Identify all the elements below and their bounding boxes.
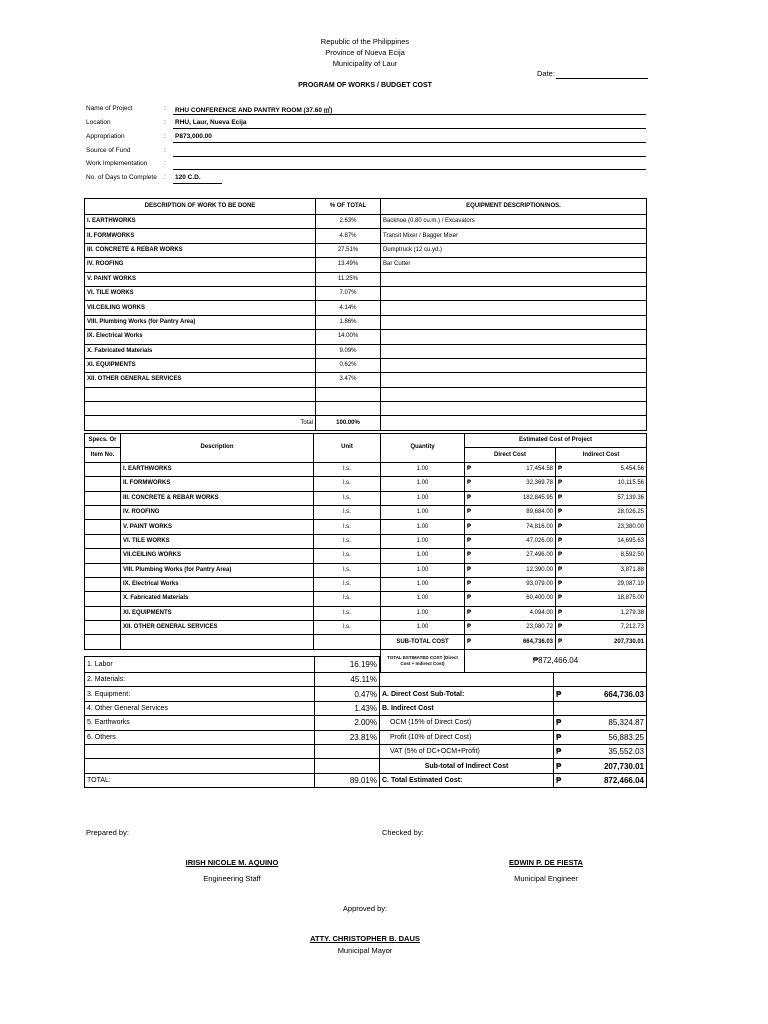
header-description: DESCRIPTION OF WORK TO BE DONE [85,199,316,215]
info-label: Name of Project [86,105,133,112]
row-unit: l.s. [314,621,381,635]
header-item-no-1: Specs. Or [85,434,121,448]
republic-line: Republic of the Philippines [320,37,410,46]
row-direct: 47,026.00 [526,537,553,544]
approved-by-label: Approved by: [342,904,388,913]
table-row [85,315,647,329]
row-equip: Transit Mixer / Bagger Mixer [381,229,647,243]
peso-icon: ₱ [556,775,562,785]
peso-icon: ₱ [556,689,562,699]
peso-icon: ₱ [558,552,563,559]
info-row-location: Location : RHU, Laur, Nueva Ecija [86,119,646,132]
row-desc: IX. Electrical Works [85,330,316,344]
table-row [85,592,647,606]
peso-icon: ₱ [558,480,563,487]
row-qty: 1.00 [381,520,465,534]
date-field-line[interactable] [556,78,648,79]
summary-left-label [85,744,315,758]
header-item-no-2: Item No. [85,448,121,462]
document-title: PROGRAM OF WORKS / BUDGET COST [298,82,432,89]
row-indirect: 3,871.88 [620,566,645,573]
peso-icon: ₱ [467,480,472,487]
row-direct: 93,079.00 [526,581,553,588]
peso-icon: ₱ [467,552,472,559]
info-label: Appropriation [86,133,125,140]
row-equip [381,301,647,315]
subtotal-indirect: 207,730.01 [613,638,645,645]
row-pct [316,387,381,401]
summary-right-value: 207,730.01 [603,761,644,771]
summary-left-value [315,744,380,758]
row-desc: XI. EQUIPMENTS [121,606,314,620]
row-unit: l.s. [314,606,381,620]
table-row [85,373,647,387]
row-indirect: 14,695.63 [617,537,645,544]
summary-row [85,716,647,730]
peso-icon: ₱ [558,609,563,616]
row-desc: III. CONCRETE & REBAR WORKS [85,243,316,257]
summary-right-label [380,673,554,687]
table-row [85,563,647,577]
peso-icon: ₱ [467,638,472,645]
table-row [85,301,647,315]
row-indirect: 7,212.73 [620,624,645,631]
date-label: Date: [537,69,555,78]
row-indirect: 10,115.56 [617,480,645,487]
row-pct: 4.14% [316,301,381,315]
row-qty: 1.00 [381,577,465,591]
row-qty: 1.00 [381,563,465,577]
summary-left-label: 6. Others [85,730,315,744]
info-value: P873,000.00 [175,133,212,140]
info-row-project: Name of Project : RHU CONFERENCE AND PANTRY ROOM (37.60 ㎡) [86,105,646,118]
table-row [85,344,647,358]
row-indirect: 57,139.36 [617,494,645,501]
row-equip [381,315,647,329]
row-unit: l.s. [314,592,381,606]
row-qty: 1.00 [381,592,465,606]
row-pct: 13.49% [316,258,381,272]
row-indirect: 18,875.00 [617,595,645,602]
header-unit: Unit [314,434,381,463]
header-percent: % OF TOTAL [316,199,381,215]
table-row [85,549,647,563]
province-line: Province of Nueva Ecija [325,48,405,57]
row-direct: 4,094.00 [529,609,553,616]
table-row [85,243,647,257]
table-row [85,505,647,519]
summary-left-value: 45.11% [315,673,380,687]
summary-row [85,759,647,773]
row-equip: Dumptruck (12 cu.yd.) [381,243,647,257]
row-qty: 1.00 [381,505,465,519]
row-desc: VI. TILE WORKS [121,534,314,548]
peso-icon: ₱ [467,537,472,544]
row-equip [381,286,647,300]
peso-icon: ₱ [467,581,472,588]
info-row-appropriation: Appropriation : P873,000.00 [86,133,646,146]
peso-icon: ₱ [558,494,563,501]
summary-right-label: A. Direct Cost Sub-Total: [380,687,554,701]
row-pct: 3.47% [316,373,381,387]
table-row [85,402,647,416]
row-direct: 60,400.00 [526,595,553,602]
peso-icon: ₱ [558,581,563,588]
row-unit: l.s. [314,577,381,591]
summary-left-value: 23.81% [315,730,380,744]
row-pct: 0.62% [316,358,381,372]
row-pct: 2.63% [316,215,381,229]
cost-summary-table [84,656,647,788]
summary-right-value [554,673,647,687]
row-equip [381,358,647,372]
peso-icon: ₱ [467,465,472,472]
table-row [85,534,647,548]
table-row [85,520,647,534]
peso-icon: ₱ [558,638,563,645]
table-row [85,358,647,372]
table-row [85,606,647,620]
summary-left-value: 1.43% [315,701,380,715]
row-unit: l.s. [314,491,381,505]
row-indirect: 28,026.25 [617,509,645,516]
peso-icon: ₱ [556,718,562,728]
summary-right-value: 664,736.03 [603,689,644,699]
row-desc: I. EARTHWORKS [121,462,314,476]
peso-icon: ₱ [558,465,563,472]
row-desc: VIII. Plumbing Works (for Pantry Area) [121,563,314,577]
table-row [85,272,647,286]
table-row [85,477,647,491]
info-label: Work Implementation [86,160,148,167]
peso-icon: ₱ [467,595,472,602]
row-pct: 27.51% [316,243,381,257]
info-value: 120 C.D. [175,174,201,181]
info-label: Source of Fund [86,147,131,154]
row-desc: IV. ROOFING [85,258,316,272]
info-label: No. of Days to Complete [86,174,157,181]
summary-right-label [380,657,554,673]
row-pct: 4.87% [316,229,381,243]
summary-row [85,673,647,687]
row-desc: X. Fabricated Materials [121,592,314,606]
row-equip [381,402,647,416]
prepared-name: IRISH NICOLE M. AQUINO [185,858,279,867]
row-desc [85,402,316,416]
row-pct: 14.00% [316,330,381,344]
row-qty: 1.00 [381,621,465,635]
cost-estimate-table [84,433,647,673]
row-pct: 11.25% [316,272,381,286]
table-row [85,258,647,272]
table-row [85,621,647,635]
total-estimated-value: ₱872,466.04 [465,649,647,672]
row-desc: II. FORMWORKS [85,229,316,243]
row-desc: X. Fabricated Materials [85,344,316,358]
summary-right-value: 56,883.25 [608,732,644,742]
row-qty: 1.00 [381,477,465,491]
summary-row [85,730,647,744]
summary-left-label [85,759,315,773]
summary-row [85,773,647,787]
work-breakdown-table [84,198,647,431]
row-direct: 27,496.00 [526,552,553,559]
summary-left-value: 2.00% [315,716,380,730]
row-desc: VI. TILE WORKS [85,286,316,300]
summary-right-label: B. Indirect Cost [380,701,554,715]
row-direct: 32,369.78 [526,480,553,487]
row-desc: VIII. Plumbing Works (for Pantry Area) [85,315,316,329]
info-label: Location [86,119,111,126]
summary-left-label: 5. Earthworks [85,716,315,730]
peso-icon: ₱ [467,494,472,501]
info-value: RHU CONFERENCE AND PANTRY ROOM (37.60 ㎡) [175,107,333,114]
row-direct: 12,390.00 [526,566,553,573]
info-row-source-of-fund: Source of Fund : [86,147,646,160]
peso-icon: ₱ [558,624,563,631]
checked-by-label: Checked by: [382,828,424,837]
peso-icon: ₱ [556,761,562,771]
table-row [85,577,647,591]
info-value: RHU, Laur, Nueva Ecija [175,119,247,126]
info-row-days-to-complete: No. of Days to Complete : 120 C.D. [86,174,646,187]
row-direct: 23,080.72 [526,624,553,631]
header-quantity: Quantity [381,434,465,463]
peso-icon: ₱ [558,566,563,573]
table-row [85,462,647,476]
row-indirect: 23,380.00 [617,523,645,530]
peso-icon: ₱ [556,747,562,757]
summary-right-value: 85,324.87 [608,718,644,728]
row-equip [381,373,647,387]
row-desc: VII.CEILING WORKS [121,549,314,563]
row-pct: 7.07% [316,286,381,300]
table-row [85,286,647,300]
row-direct: 89,684.00 [526,509,553,516]
peso-icon: ₱ [467,523,472,530]
header-estimated-cost: Estimated Cost of Project [465,434,647,448]
row-pct: 9.09% [316,344,381,358]
row-desc: IV. ROOFING [121,505,314,519]
summary-right-label: Sub-total of Indirect Cost [380,759,554,773]
table-row [85,330,647,344]
row-equip: Bar Cutter [381,258,647,272]
peso-icon: ₱ [558,537,563,544]
row-qty: 1.00 [381,491,465,505]
summary-right-value: 872,466.04 [603,775,644,785]
summary-left-label: 4. Other General Services [85,701,315,715]
summary-left-label: 3. Equipment: [85,687,315,701]
row-unit: l.s. [314,505,381,519]
row-equip: Backhoe (0.80 cu.m.) / Excavators [381,215,647,229]
row-desc: V. PAINT WORKS [85,272,316,286]
row-desc: IX. Electrical Works [121,577,314,591]
summary-right-value [554,701,647,715]
total-estimated-label: TOTAL ESTIMATED COST (Direct Cost + Indirect Cost) [381,649,465,672]
approved-name: ATTY. CHRISTOPHER B. DAUS [310,934,420,943]
prepared-by-label: Prepared by: [86,828,129,837]
row-qty: 1.00 [381,534,465,548]
checked-name: EDWIN P. DE FIESTA [509,858,583,867]
row-qty: 1.00 [381,462,465,476]
row-unit: l.s. [314,563,381,577]
row-desc: XII. OTHER GENERAL SERVICES [121,621,314,635]
row-pct [316,402,381,416]
row-desc: II. FORMWORKS [121,477,314,491]
peso-icon: ₱ [467,509,472,516]
table-row [85,215,647,229]
row-indirect: 8,592.50 [620,552,645,559]
peso-icon: ₱ [556,732,562,742]
summary-left-label: 1. Labor [85,657,315,673]
info-row-work-implementation: Work Implementation : [86,160,646,173]
subtotal-direct: 664,736.03 [522,638,553,645]
row-desc: XII. OTHER GENERAL SERVICES [85,373,316,387]
summary-right-label: C. Total Estimated Cost: [380,773,554,787]
row-desc: VII.CEILING WORKS [85,301,316,315]
subtotal-row [85,635,647,649]
subtotal-label: SUB-TOTAL COST [381,635,465,649]
row-desc: V. PAINT WORKS [121,520,314,534]
header-indirect-cost: Indirect Cost [556,448,647,462]
row-desc: III. CONCRETE & REBAR WORKS [121,491,314,505]
row-pct: 1.86% [316,315,381,329]
row-indirect: 29,087.19 [617,581,645,588]
table-row [85,491,647,505]
row-qty: 1.00 [381,549,465,563]
row-indirect: 1,279.38 [620,609,645,616]
summary-right-value [554,657,647,673]
row-equip [381,387,647,401]
peso-icon: ₱ [558,595,563,602]
total-label: Total [85,416,316,430]
row-direct: 182,845.95 [522,494,553,501]
table-row [85,229,647,243]
row-equip [381,344,647,358]
peso-icon: ₱ [467,609,472,616]
header-direct-cost: Direct Cost [465,448,556,462]
peso-icon: ₱ [558,523,563,530]
row-indirect: 5,454.56 [620,465,645,472]
header-equipment: EQUIPMENT DESCRIPTION/NOS. [381,199,647,215]
row-unit: l.s. [314,534,381,548]
row-direct: 74,816.00 [526,523,553,530]
peso-icon: ₱ [558,509,563,516]
row-equip [381,330,647,344]
row-desc: I. EARTHWORKS [85,215,316,229]
row-unit: l.s. [314,520,381,534]
total-row [85,416,647,430]
row-unit: l.s. [314,549,381,563]
municipality-line: Municipality of Laur [332,59,398,68]
summary-left-value: 16.19% [315,657,380,673]
row-equip [381,272,647,286]
summary-right-value: 35,552.03 [608,747,644,757]
row-unit: l.s. [314,477,381,491]
table-row [85,387,647,401]
total-value: 100.00% [316,416,381,430]
row-desc [85,387,316,401]
summary-left-value [315,759,380,773]
summary-left-value: 89.01% [315,773,380,787]
row-unit: l.s. [314,462,381,476]
summary-left-value: 0.47% [315,687,380,701]
summary-right-label: OCM (15% of Direct Cost) [380,716,554,730]
summary-row [85,687,647,701]
summary-left-label: 2. Materials: [85,673,315,687]
summary-row [85,701,647,715]
header-description: Description [121,434,314,463]
prepared-title: Engineering Staff [203,874,261,883]
peso-icon: ₱ [467,624,472,631]
summary-row [85,744,647,758]
row-direct: 17,454.58 [526,465,553,472]
summary-row [85,657,647,673]
summary-right-label: Profit (10% of Direct Cost) [380,730,554,744]
summary-left-label: TOTAL: [85,773,315,787]
summary-right-label: VAT (5% of DC+OCM+Profit) [380,744,554,758]
peso-icon: ₱ [467,566,472,573]
checked-title: Municipal Engineer [514,874,578,883]
row-qty: 1.00 [381,606,465,620]
row-desc: XI. EQUIPMENTS [85,358,316,372]
approved-title: Municipal Mayor [337,946,393,955]
